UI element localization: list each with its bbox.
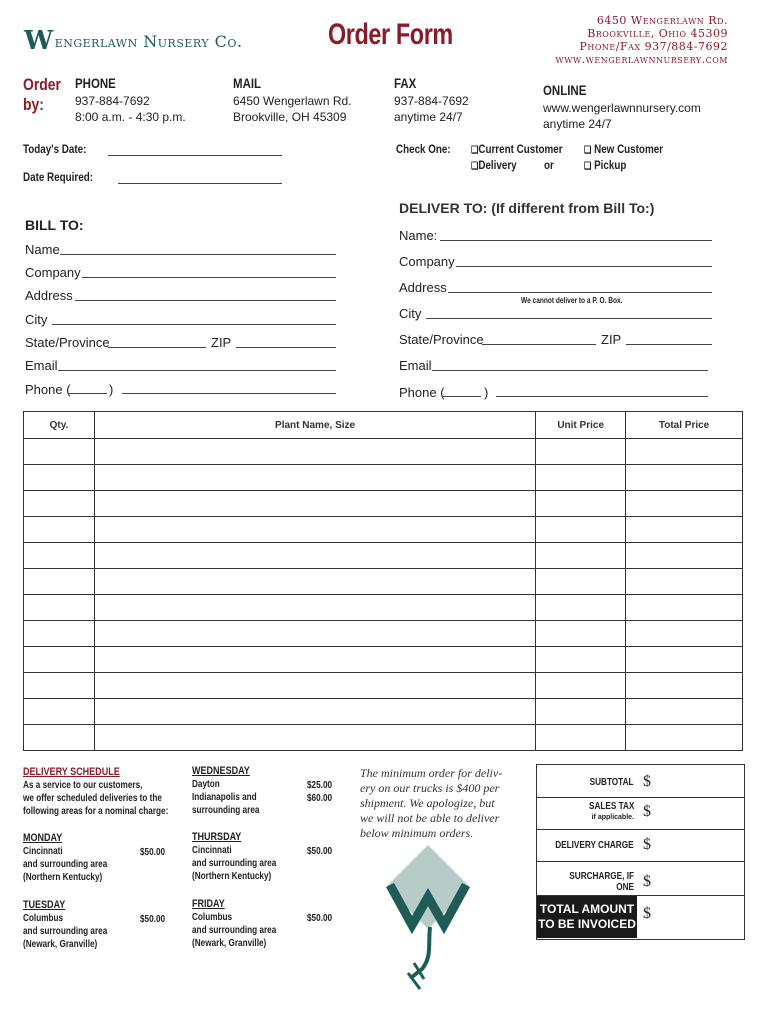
schedule-monday xyxy=(23,832,126,884)
deliver-zip-field[interactable] xyxy=(626,344,712,345)
table-row xyxy=(24,725,743,751)
new-customer-label: New Customer xyxy=(594,142,664,156)
unit-price-cell[interactable] xyxy=(536,543,626,569)
schedule-day: WEDNESDAY xyxy=(192,765,250,777)
total-price-cell[interactable] xyxy=(626,725,743,751)
phone-number: 937-884-7692 xyxy=(75,94,150,108)
schedule-price-indianapolis: $60.00 xyxy=(307,793,333,804)
bill-company-field[interactable] xyxy=(82,277,336,278)
bill-email-field[interactable] xyxy=(58,370,336,371)
total-price-cell[interactable] xyxy=(626,465,743,491)
schedule-price: $50.00 xyxy=(140,914,166,925)
phone-block xyxy=(75,75,186,125)
schedule-wednesday xyxy=(192,765,274,817)
dollar-sign: $ xyxy=(643,873,651,890)
total-price-cell[interactable] xyxy=(626,647,743,673)
deliver-email-field[interactable] xyxy=(432,370,708,371)
total-price-cell[interactable] xyxy=(626,569,743,595)
qty-cell[interactable] xyxy=(24,647,95,673)
bill-address-label: Address xyxy=(25,288,73,303)
surcharge-row[interactable] xyxy=(537,861,744,896)
table-row xyxy=(24,491,743,517)
schedule-price: $50.00 xyxy=(140,847,166,858)
or-label: or xyxy=(544,158,554,172)
delivery-schedule xyxy=(23,766,183,818)
schedule-day: MONDAY xyxy=(23,832,63,844)
checkbox-icon: ❏ xyxy=(471,161,479,172)
mail-city: Brookville, OH 45309 xyxy=(233,110,347,124)
total-amount-label-box xyxy=(537,896,637,938)
unit-price-cell[interactable] xyxy=(536,517,626,543)
online-block xyxy=(543,82,701,132)
totals-box xyxy=(536,764,745,940)
bill-city-field[interactable] xyxy=(52,324,336,325)
column-header-total-price: Total Price xyxy=(626,412,743,439)
qty-cell[interactable] xyxy=(24,725,95,751)
mail-block xyxy=(233,75,352,125)
plant-cell[interactable] xyxy=(94,491,535,517)
total-price-cell[interactable] xyxy=(626,673,743,699)
qty-cell[interactable] xyxy=(24,699,95,725)
table-row xyxy=(24,595,743,621)
plant-cell[interactable] xyxy=(94,595,535,621)
unit-price-cell[interactable] xyxy=(536,699,626,725)
dollar-sign: $ xyxy=(643,803,651,820)
deliver-zip-label: ZIP xyxy=(601,332,622,347)
address-line: www.wengerlawnnursery.com xyxy=(555,53,728,66)
pickup-checkbox[interactable] xyxy=(584,158,636,172)
schedule-line: and surrounding area xyxy=(23,859,108,870)
table-row xyxy=(24,543,743,569)
schedule-line: (Northern Kentucky) xyxy=(192,871,272,882)
bill-city-label: City xyxy=(25,312,48,327)
qty-cell[interactable] xyxy=(24,517,95,543)
unit-price-cell[interactable] xyxy=(536,491,626,517)
table-row xyxy=(24,673,743,699)
plant-cell[interactable] xyxy=(94,517,535,543)
table-row xyxy=(24,517,743,543)
schedule-line: Dayton xyxy=(192,779,220,790)
total-price-cell[interactable] xyxy=(626,595,743,621)
order-by-label xyxy=(23,75,69,115)
checkbox-icon: ❏ xyxy=(584,145,592,156)
schedule-intro: following areas for a nominal charge: xyxy=(23,806,169,817)
schedule-line: (Newark, Granville) xyxy=(23,939,98,950)
deliver-city-field[interactable] xyxy=(426,318,712,319)
mail-street: 6450 Wengerlawn Rd. xyxy=(233,94,352,108)
table-row xyxy=(24,699,743,725)
table-row xyxy=(24,465,743,491)
table-row xyxy=(24,621,743,647)
table-header-row xyxy=(24,412,743,439)
bill-email-label: Email xyxy=(25,358,58,373)
unit-price-cell[interactable] xyxy=(536,569,626,595)
deliver-address-label: Address xyxy=(399,280,447,295)
schedule-price-dayton: $25.00 xyxy=(307,780,333,791)
deliver-to-title: DELIVER TO: (If different from Bill To:) xyxy=(399,200,655,216)
delivery-charge-row[interactable] xyxy=(537,829,744,862)
qty-cell[interactable] xyxy=(24,569,95,595)
sales-tax-note: if applicable. xyxy=(591,814,634,821)
deliver-phone-field[interactable] xyxy=(496,396,708,397)
bill-zip-field[interactable] xyxy=(236,347,336,348)
phone-hours: 8:00 a.m. - 4:30 p.m. xyxy=(75,110,186,124)
bill-to-title: BILL TO: xyxy=(25,217,84,233)
schedule-friday xyxy=(192,898,295,950)
schedule-line: and surrounding area xyxy=(192,858,277,869)
dollar-sign: $ xyxy=(643,905,651,922)
schedule-line: Cincinnati xyxy=(23,846,63,857)
todays-date-label: Today's Date: xyxy=(23,142,87,156)
deliver-company-field[interactable] xyxy=(456,266,712,267)
total-price-cell[interactable] xyxy=(626,439,743,465)
schedule-line: (Northern Kentucky) xyxy=(23,872,103,883)
plant-cell[interactable] xyxy=(94,647,535,673)
order-by-line2: by: xyxy=(23,95,44,114)
unit-price-cell[interactable] xyxy=(536,725,626,751)
schedule-line: Columbus xyxy=(192,912,233,923)
schedule-line: Columbus xyxy=(23,913,64,924)
schedule-line: Indianapolis and xyxy=(192,792,257,803)
deliver-city-label: City xyxy=(399,306,422,321)
column-header-unit-price: Unit Price xyxy=(536,412,626,439)
total-price-cell[interactable] xyxy=(626,517,743,543)
order-by-line1: Order xyxy=(23,75,61,94)
plant-cell[interactable] xyxy=(94,725,535,751)
deliver-email-label: Email xyxy=(399,358,432,373)
bill-name-label: Name xyxy=(25,242,60,257)
delivery-label: Delivery xyxy=(478,158,517,172)
phone-title: PHONE xyxy=(75,75,116,91)
dollar-sign: $ xyxy=(643,773,651,790)
qty-cell[interactable] xyxy=(24,595,95,621)
mail-title: MAIL xyxy=(233,75,262,91)
minimum-order-note xyxy=(360,766,502,841)
schedule-title: DELIVERY SCHEDULE xyxy=(23,766,120,778)
total-price-cell[interactable] xyxy=(626,543,743,569)
note-line: below minimum orders. xyxy=(360,826,474,840)
qty-cell[interactable] xyxy=(24,621,95,647)
schedule-line: Cincinnati xyxy=(192,845,232,856)
date-required-field[interactable] xyxy=(118,183,282,184)
deliver-state-field[interactable] xyxy=(482,344,596,345)
plant-cell[interactable] xyxy=(94,543,535,569)
logo-initial: W xyxy=(24,26,54,56)
total-price-cell[interactable] xyxy=(626,621,743,647)
unit-price-cell[interactable] xyxy=(536,647,626,673)
online-title: ONLINE xyxy=(543,82,587,98)
plant-cell[interactable] xyxy=(94,439,535,465)
order-items-table xyxy=(23,411,743,751)
bill-phone-area-field[interactable] xyxy=(69,393,107,394)
deliver-name-label: Name: xyxy=(399,228,438,243)
nursery-logo-mark-icon xyxy=(384,845,474,995)
delivery-checkbox[interactable] xyxy=(471,158,527,172)
bill-company-label: Company xyxy=(25,265,81,280)
schedule-price: $50.00 xyxy=(307,913,333,924)
delivery-charge-label: DELIVERY CHARGE xyxy=(555,840,634,851)
table-row xyxy=(24,647,743,673)
schedule-line: and surrounding area xyxy=(23,926,108,937)
bill-name-field[interactable] xyxy=(60,254,336,255)
total-amount-line1: TOTAL AMOUNT xyxy=(539,902,635,916)
po-box-note: We cannot deliver to a P. O. Box. xyxy=(521,296,623,305)
table-row xyxy=(24,439,743,465)
surcharge-label: SURCHARGE, IF ONE xyxy=(569,871,634,893)
address-line: 6450 Wengerlawn Rd. xyxy=(596,14,728,27)
fax-block xyxy=(394,75,469,125)
note-line: we will not be able to deliver xyxy=(360,811,500,825)
schedule-line: and surrounding area xyxy=(192,925,277,936)
sales-tax-row[interactable] xyxy=(537,797,744,830)
schedule-day: THURSDAY xyxy=(192,831,242,843)
bill-phone-label: Phone ( xyxy=(25,382,71,397)
schedule-day: FRIDAY xyxy=(192,898,225,910)
address-line: Brookville, Ohio 45309 xyxy=(587,27,728,40)
online-url: www.wengerlawnnursery.com xyxy=(543,101,701,115)
plant-cell[interactable] xyxy=(94,465,535,491)
note-line: shipment. We apologize, but xyxy=(360,796,495,810)
fax-number: 937-884-7692 xyxy=(394,94,469,108)
logo-name: engerlawn Nursery Co. xyxy=(54,31,243,51)
schedule-thursday xyxy=(192,831,295,883)
column-header-qty: Qty. xyxy=(24,412,95,439)
qty-cell[interactable] xyxy=(24,673,95,699)
table-row xyxy=(24,569,743,595)
online-hours: anytime 24/7 xyxy=(543,117,612,131)
plant-cell[interactable] xyxy=(94,621,535,647)
deliver-phone-paren: ) xyxy=(484,385,489,400)
unit-price-cell[interactable] xyxy=(536,621,626,647)
current-customer-label: Current Customer xyxy=(478,142,563,156)
pickup-label: Pickup xyxy=(594,158,627,172)
deliver-address-field[interactable] xyxy=(448,292,712,293)
check-one-label: Check One: xyxy=(396,142,451,156)
dollar-sign: $ xyxy=(643,836,651,853)
schedule-line: surrounding area xyxy=(192,805,260,816)
page-title: Order Form xyxy=(328,18,453,51)
bill-zip-label: ZIP xyxy=(211,335,232,350)
plant-cell[interactable] xyxy=(94,673,535,699)
checkbox-icon: ❏ xyxy=(471,145,479,156)
qty-cell[interactable] xyxy=(24,543,95,569)
schedule-price xyxy=(307,779,338,805)
bill-phone-field[interactable] xyxy=(122,393,336,394)
schedule-intro: As a service to our customers, xyxy=(23,780,143,791)
todays-date-field[interactable] xyxy=(108,155,282,156)
deliver-phone-label: Phone ( xyxy=(399,385,445,400)
fax-title: FAX xyxy=(394,75,417,91)
deliver-company-label: Company xyxy=(399,254,455,269)
schedule-tuesday xyxy=(23,899,126,951)
new-customer-checkbox[interactable] xyxy=(584,142,680,156)
header-address xyxy=(556,14,728,66)
total-amount-line2: TO BE INVOICED xyxy=(538,917,636,931)
bill-state-label: State/Province xyxy=(25,335,110,350)
schedule-day: TUESDAY xyxy=(23,899,66,911)
deliver-phone-area-field[interactable] xyxy=(443,396,481,397)
deliver-state-label: State/Province xyxy=(399,332,484,347)
unit-price-cell[interactable] xyxy=(536,439,626,465)
bill-phone-paren: ) xyxy=(109,382,114,397)
bill-state-field[interactable] xyxy=(108,347,206,348)
bill-address-field[interactable] xyxy=(75,300,336,301)
qty-cell[interactable] xyxy=(24,439,95,465)
date-required-label: Date Required: xyxy=(23,170,93,184)
plant-cell[interactable] xyxy=(94,699,535,725)
schedule-line: (Newark, Granville) xyxy=(192,938,267,949)
address-line: Phone/Fax 937/884-7692 xyxy=(579,40,728,53)
unit-price-cell[interactable] xyxy=(536,595,626,621)
plant-cell[interactable] xyxy=(94,569,535,595)
column-header-plant: Plant Name, Size xyxy=(94,412,535,439)
deliver-name-field[interactable] xyxy=(440,240,712,241)
schedule-intro: we offer scheduled deliveries to the xyxy=(23,793,162,804)
qty-cell[interactable] xyxy=(24,465,95,491)
qty-cell[interactable] xyxy=(24,491,95,517)
unit-price-cell[interactable] xyxy=(536,465,626,491)
note-line: ery on our trucks is $400 per xyxy=(360,781,500,795)
checkbox-icon: ❏ xyxy=(584,161,592,172)
subtotal-label: SUBTOTAL xyxy=(590,777,634,788)
sales-tax-label: SALES TAX xyxy=(588,801,634,812)
current-customer-checkbox[interactable] xyxy=(471,142,583,156)
total-price-cell[interactable] xyxy=(626,491,743,517)
unit-price-cell[interactable] xyxy=(536,673,626,699)
note-line: The minimum order for deliv- xyxy=(360,766,503,780)
subtotal-row[interactable] xyxy=(537,765,744,798)
fax-hours: anytime 24/7 xyxy=(394,110,463,124)
total-price-cell[interactable] xyxy=(626,699,743,725)
company-logo xyxy=(24,28,243,54)
schedule-price: $50.00 xyxy=(307,846,333,857)
